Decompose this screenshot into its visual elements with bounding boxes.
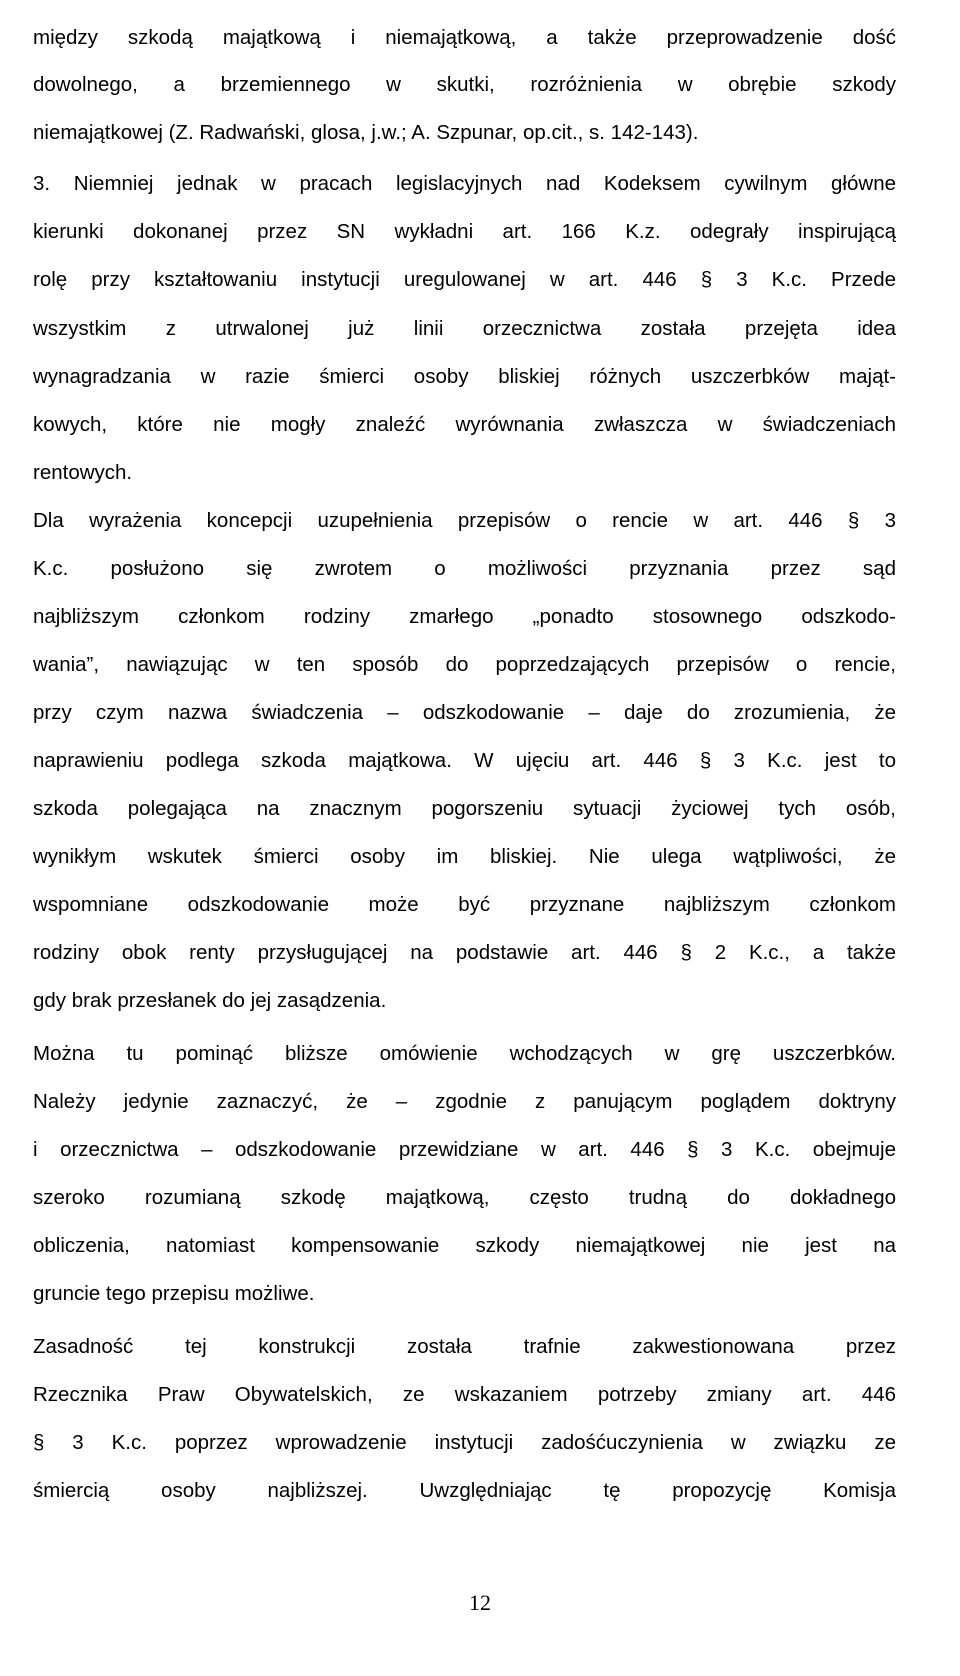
page-number: 12 (469, 1590, 491, 1615)
text-line: dowolnego, a brzemiennego w skutki, rozróżnienia w obrębie szkody (33, 73, 896, 96)
text-line: § 3 K.c. poprzez wprowadzenie instytucji zadośćuczynienia w związku ze (33, 1431, 896, 1454)
text-line: naprawieniu podlega szkoda majątkowa. W ujęciu art. 446 § 3 K.c. jest to (33, 749, 896, 772)
text-line: szeroko rozumianą szkodę majątkową, często trudną do dokładnego (33, 1186, 896, 1209)
text-line: rentowych. (33, 461, 133, 484)
text-line: wspomniane odszkodowanie może być przyznane najbliższym członkom (33, 893, 896, 916)
text-line: rodziny obok renty przysługującej na podstawie art. 446 § 2 K.c., a także (33, 941, 896, 964)
text-line: rolę przy kształtowaniu instytucji uregulowanej w art. 446 § 3 K.c. Przede (33, 268, 896, 291)
text-line: niemajątkowej (Z. Radwański, glosa, j.w.; A. Szpunar, op.cit., s. 142-143). (33, 121, 699, 144)
text-line: wynagradzania w razie śmierci osoby bliskiej różnych uszczerbków mająt- (33, 365, 896, 388)
text-line: K.c. posłużono się zwrotem o możliwości przyznania przez sąd (33, 557, 896, 580)
text-line: śmiercią osoby najbliższej. Uwzględniając tę propozycję Komisja (33, 1479, 896, 1502)
text-line: między szkodą majątkową i niemajątkową, a także przeprowadzenie dość (33, 26, 896, 49)
text-line: wszystkim z utrwalonej już linii orzecznictwa została przejęta idea (33, 317, 896, 340)
text-line: wynikłym wskutek śmierci osoby im bliskiej. Nie ulega wątpliwości, że (33, 845, 896, 868)
text-line: Zasadność tej konstrukcji została trafnie zakwestionowana przez (33, 1335, 896, 1358)
text-line: kierunki dokonanej przez SN wykładni art. 166 K.z. odegrały inspirującą (33, 220, 896, 243)
text-line: kowych, które nie mogły znaleźć wyrównania zwłaszcza w świadczeniach (33, 413, 896, 436)
text-line: Rzecznika Praw Obywatelskich, ze wskazaniem potrzeby zmiany art. 446 (33, 1383, 896, 1406)
text-line: 3. Niemniej jednak w pracach legislacyjnych nad Kodeksem cywilnym główne (33, 172, 896, 195)
text-line: przy czym nazwa świadczenia – odszkodowanie – daje do zrozumienia, że (33, 701, 896, 724)
text-line: wania”, nawiązując w ten sposób do poprzedzających przepisów o rencie, (33, 653, 896, 676)
text-line: gdy brak przesłanek do jej zasądzenia. (33, 989, 387, 1012)
text-line: obliczenia, natomiast kompensowanie szkody niemajątkowej nie jest na (33, 1234, 896, 1257)
text-line: najbliższym członkom rodziny zmarłego „ponadto stosownego odszkodo- (33, 605, 896, 628)
text-line: i orzecznictwa – odszkodowanie przewidziane w art. 446 § 3 K.c. obejmuje (33, 1138, 896, 1161)
text-line: Dla wyrażenia koncepcji uzupełnienia przepisów o rencie w art. 446 § 3 (33, 509, 896, 532)
text-line: szkoda polegająca na znacznym pogorszeniu sytuacji życiowej tych osób, (33, 797, 896, 820)
text-line: Można tu pominąć bliższe omówienie wchodzących w grę uszczerbków. (33, 1042, 896, 1065)
text-line: gruncie tego przepisu możliwe. (33, 1282, 315, 1305)
text-line: Należy jedynie zaznaczyć, że – zgodnie z panującym poglądem doktryny (33, 1090, 896, 1113)
